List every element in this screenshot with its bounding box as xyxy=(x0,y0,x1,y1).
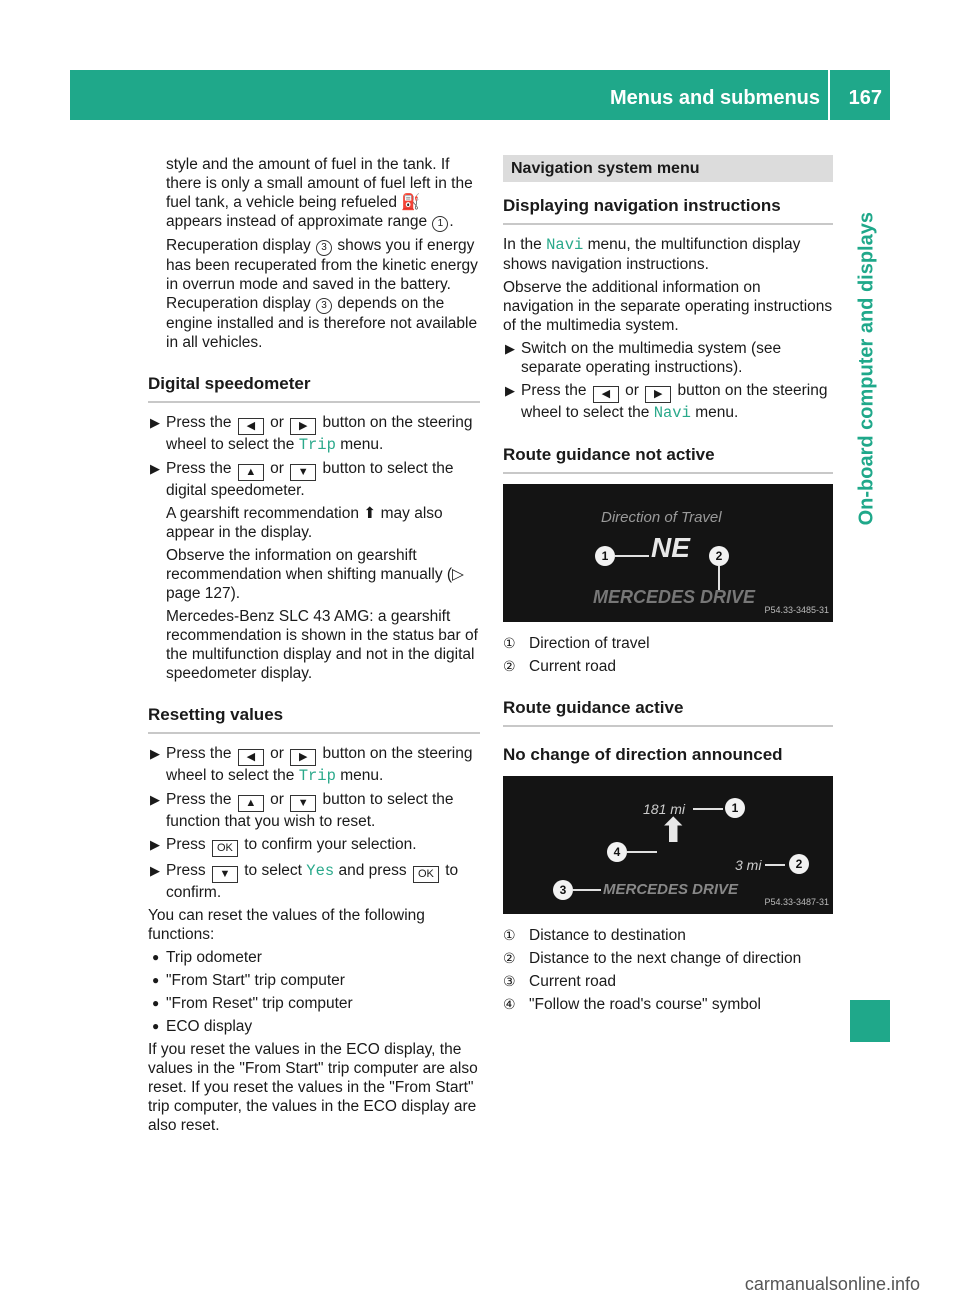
fig-direction: NE xyxy=(651,532,690,563)
instruction-step: ▶ Switch on the multimedia system (see separate operating instructions). xyxy=(505,340,782,376)
ok-key-icon: OK xyxy=(212,840,238,857)
bullet-icon: ● xyxy=(152,950,160,964)
callout-4: 4 xyxy=(607,842,627,862)
right-key-icon: ▶ xyxy=(645,386,671,403)
instruction-step: ▶ Press OK to confirm your selection. xyxy=(148,835,480,857)
reset-intro: You can reset the values of the following functions: xyxy=(148,907,425,943)
fig-road: MERCEDES DRIVE xyxy=(603,881,739,898)
down-key-icon: ▼ xyxy=(290,464,316,481)
header-divider xyxy=(828,70,830,120)
callout-line xyxy=(765,864,785,866)
fig-distance: 181 mi xyxy=(643,801,686,817)
fig-road: MERCEDES DRIVE xyxy=(593,587,756,607)
legend-item: ③ Current road xyxy=(503,973,617,990)
callout-line xyxy=(615,555,649,557)
legend-item: ② Current road xyxy=(503,658,617,675)
callout-3: 3 xyxy=(316,240,332,256)
left-key-icon: ◀ xyxy=(238,418,264,435)
chapter-tab-label: On-board computer and displays xyxy=(855,212,877,526)
right-key-icon: ▶ xyxy=(290,749,316,766)
gearshift-arrow-icon: ⬆ xyxy=(363,505,377,522)
down-key-icon: ▼ xyxy=(212,866,238,883)
instruction-step: ▶ Press the ◀ or ▶ button on the steering wheel to select the Trip menu. xyxy=(150,414,473,454)
step-arrow-icon: ▶ xyxy=(505,341,515,356)
up-key-icon: ▲ xyxy=(238,464,264,481)
heading-navigation-menu: Navigation system menu xyxy=(503,155,833,182)
step-arrow-icon: ▶ xyxy=(505,383,515,398)
left-column xyxy=(148,155,480,1139)
left-key-icon: ◀ xyxy=(593,386,619,403)
step-arrow-icon: ▶ xyxy=(150,863,160,878)
heading-route-not-active: Route guidance not active xyxy=(503,445,833,474)
reset-note: If you reset the values in the ECO display, the values in the "From Start" trip computer are also reset. If you reset the values in the "From Start" trip computer, the values in the ECO display are also reset. xyxy=(148,1041,478,1134)
callout-line xyxy=(693,808,723,810)
ok-key-icon: OK xyxy=(413,866,439,883)
callout-1: 1 xyxy=(595,546,615,566)
instruction-step: ▶ Press the ◀ or ▶ button on the steering wheel to select the Trip menu. xyxy=(150,745,473,785)
figure-route-active xyxy=(503,776,833,914)
instruction-step: ▶ Press the ▲ or ▼ button to select the function that you wish to reset. xyxy=(150,791,454,830)
fuel-icon: ⛽ xyxy=(401,194,421,211)
bullet-icon: ● xyxy=(152,1019,160,1033)
heading-no-change: No change of direction announced xyxy=(503,745,783,764)
watermark: carmanualsonline.info xyxy=(744,1274,920,1294)
heading-resetting-values: Resetting values xyxy=(148,705,480,734)
intro-text: style and the amount of fuel in the tank. If there is only a small amount of fuel left in the fuel tank, a vehicle being refueled ⛽ appears instead of approximate range 1 . Recuperation display 3 shows you if energy has been recuperated from the kinetic energy in overrun mode and saved in the battery. Recuperation display 3 depends on the engine installed and is therefore not available in all vehicles. xyxy=(166,156,478,351)
legend-item: ④ "Follow the road's course" symbol xyxy=(503,996,761,1013)
legend-item: ① Direction of travel xyxy=(503,635,650,652)
callout-3b: 3 xyxy=(316,298,332,314)
left-key-icon: ◀ xyxy=(238,749,264,766)
fig-title: Direction of Travel xyxy=(601,509,722,526)
callout-line xyxy=(627,851,657,853)
legend-item: ① Distance to destination xyxy=(503,927,686,944)
down-key-icon: ▼ xyxy=(290,795,316,812)
right-key-icon: ▶ xyxy=(290,418,316,435)
chapter-tab xyxy=(843,122,890,1122)
figure-direction-of-travel xyxy=(503,484,833,622)
speedometer-notes: A gearshift recommendation ⬆ may also appear in the display. Observe the information on gearshift recommendation when shifting manually (▷ page 127). Mercedes-Benz SLC 43 AMG: a gearshift recommendation is shown in the status bar of the multifunction display and not in the digital speedometer display. xyxy=(166,505,478,682)
follow-road-arrow-icon: ⬆ xyxy=(659,812,688,850)
callout-2: 2 xyxy=(789,854,809,874)
heading-route-active: Route guidance active xyxy=(503,698,833,727)
list-item: ● Trip odometer xyxy=(152,949,262,966)
fig-id: P54.33-3485-31 xyxy=(764,605,829,615)
right-column: Navigation system menu Displaying navigation instructions In the Navi menu, the multifunction display shows navigation instructions. Observe the additional information on navigation in the separate operating instructions of the multimedia system. ▶ Switch on the multimedia system (see separate operating instructions). ▶ Press the ◀ or ▶ button on the steering wheel to select the Navi menu. Route guidance not active Direction of Travel 1 NE 2 MERCEDES DRIVE P54.33-3485-31 ① Direction of travel ② Current road Route guidance active No change of direction announced 181 mi 1 4 ⬆ 3 mi 2 3 MERCEDES DRIVE P54.33-3487-31 ① Distance to destination ② Distance to the next change of direction ③ Current road ④ "Follow the road's course" symbol xyxy=(503,155,833,1018)
fig-next-distance: 3 mi xyxy=(735,857,762,873)
callout-2: 2 xyxy=(709,546,729,566)
instruction-step: ▶ Press the ▲ or ▼ button to select the digital speedometer. xyxy=(150,460,454,499)
up-key-icon: ▲ xyxy=(238,795,264,812)
list-item: ● ECO display xyxy=(152,1018,253,1035)
callout-1: 1 xyxy=(725,798,745,818)
step-arrow-icon: ▶ xyxy=(150,792,160,807)
list-item: ● "From Reset" trip computer xyxy=(152,995,353,1012)
bullet-icon: ● xyxy=(152,996,160,1010)
heading-digital-speedometer: Digital speedometer xyxy=(148,374,480,403)
callout-line xyxy=(573,889,601,891)
section-title: Menus and submenus xyxy=(609,87,820,109)
nav-note: Observe the additional information on navigation in the separate operating instructions of the multimedia system. xyxy=(503,279,833,334)
step-arrow-icon: ▶ xyxy=(150,837,160,852)
instruction-step: ▶ Press ▼ to select Yes and press OK to confirm. xyxy=(150,862,459,901)
instruction-step: ▶ Press the ◀ or ▶ button on the steering wheel to select the Navi menu. xyxy=(505,382,828,422)
callout-3: 3 xyxy=(553,880,573,900)
bullet-icon: ● xyxy=(152,973,160,987)
callout-1: 1 xyxy=(432,216,448,232)
step-arrow-icon: ▶ xyxy=(150,461,160,476)
list-item: ● "From Start" trip computer xyxy=(152,972,345,989)
step-arrow-icon: ▶ xyxy=(150,415,160,430)
chapter-marker xyxy=(850,1000,890,1042)
legend-item: ② Distance to the next change of direction xyxy=(503,950,802,967)
page-number: 167 xyxy=(848,87,882,109)
heading-displaying-navigation: Displaying navigation instructions xyxy=(503,196,833,225)
fig-id: P54.33-3487-31 xyxy=(764,897,829,907)
step-arrow-icon: ▶ xyxy=(150,746,160,761)
header-bar xyxy=(70,70,890,120)
